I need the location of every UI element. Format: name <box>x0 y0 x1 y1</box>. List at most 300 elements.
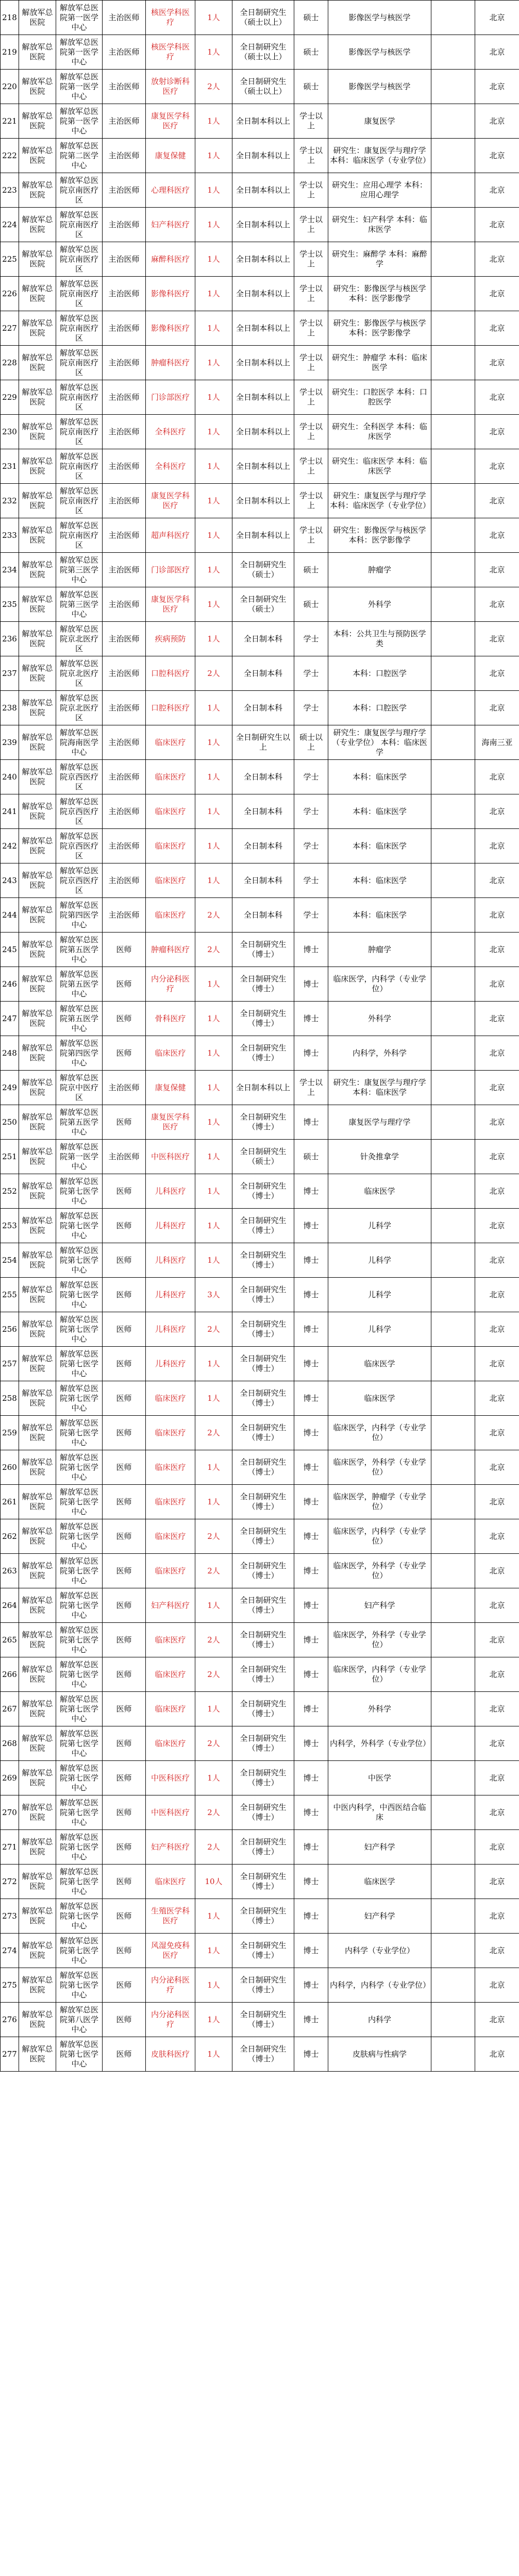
degree-requirement-cell: 学士 <box>294 863 328 898</box>
education-requirement-cell: 全日制研究生（博士） <box>232 2037 294 2072</box>
row-number-cell: 266 <box>1 1657 19 1692</box>
job-title-cell: 医师 <box>103 1519 146 1554</box>
headcount-cell: 3人 <box>195 1278 232 1312</box>
headcount-cell: 1人 <box>195 1140 232 1174</box>
education-requirement-cell: 全日制本科 <box>232 760 294 794</box>
row-number-cell: 242 <box>1 829 19 863</box>
other-requirement-cell <box>431 1588 475 1623</box>
job-title-cell: 主治医师 <box>103 35 146 70</box>
row-number-cell: 256 <box>1 1312 19 1347</box>
headcount-cell: 1人 <box>195 1002 232 1036</box>
major-requirement-cell: 研究生：全科医学 本科：临床医学 <box>328 415 431 449</box>
position-specialty-cell: 影像科医疗 <box>146 277 195 311</box>
department-cell: 解放军总医院第七医学中心 <box>56 1381 103 1416</box>
position-specialty-cell: 康复医学科医疗 <box>146 1105 195 1140</box>
position-specialty-cell: 临床医疗 <box>146 1865 195 1899</box>
degree-requirement-cell: 学士以上 <box>294 104 328 139</box>
degree-requirement-cell: 博士 <box>294 1519 328 1554</box>
major-requirement-cell: 妇产科学 <box>328 1588 431 1623</box>
work-location-cell: 北京 <box>475 553 519 587</box>
other-requirement-cell <box>431 1761 475 1795</box>
degree-requirement-cell: 博士 <box>294 1692 328 1726</box>
position-specialty-cell: 临床医疗 <box>146 829 195 863</box>
table-row <box>1 277 519 311</box>
headcount-cell: 1人 <box>195 967 232 1002</box>
hiring-organization-cell: 解放军总医院 <box>19 518 56 553</box>
department-cell: 解放军总医院第七医学中心 <box>56 1174 103 1209</box>
hiring-organization-cell: 解放军总医院 <box>19 1761 56 1795</box>
other-requirement-cell <box>431 1140 475 1174</box>
hiring-organization-cell: 解放军总医院 <box>19 1623 56 1657</box>
position-specialty-cell: 临床医疗 <box>146 1416 195 1450</box>
headcount-cell: 1人 <box>195 346 232 380</box>
work-location-cell: 北京 <box>475 1 519 35</box>
work-location-cell: 北京 <box>475 311 519 346</box>
degree-requirement-cell: 学士以上 <box>294 139 328 173</box>
row-number-cell: 252 <box>1 1174 19 1209</box>
degree-requirement-cell: 学士以上 <box>294 346 328 380</box>
headcount-cell: 1人 <box>195 725 232 760</box>
other-requirement-cell <box>431 794 475 829</box>
position-specialty-cell: 超声科医疗 <box>146 518 195 553</box>
table-row <box>1 173 519 208</box>
major-requirement-cell: 肿瘤学 <box>328 933 431 967</box>
education-requirement-cell: 全日制研究生（硕士以上） <box>232 70 294 104</box>
degree-requirement-cell: 博士 <box>294 1968 328 2003</box>
position-specialty-cell: 影像科医疗 <box>146 311 195 346</box>
position-specialty-cell: 门诊部医疗 <box>146 553 195 587</box>
major-requirement-cell: 中医学 <box>328 1761 431 1795</box>
work-location-cell: 北京 <box>475 1071 519 1105</box>
degree-requirement-cell: 硕士 <box>294 553 328 587</box>
position-specialty-cell: 内分泌科医疗 <box>146 1968 195 2003</box>
job-title-cell: 主治医师 <box>103 208 146 242</box>
degree-requirement-cell: 学士以上 <box>294 449 328 484</box>
hiring-organization-cell: 解放军总医院 <box>19 1588 56 1623</box>
row-number-cell: 241 <box>1 794 19 829</box>
work-location-cell: 北京 <box>475 1657 519 1692</box>
job-title-cell: 医师 <box>103 1554 146 1588</box>
job-title-cell: 医师 <box>103 1934 146 1968</box>
row-number-cell: 262 <box>1 1519 19 1554</box>
hiring-organization-cell: 解放军总医院 <box>19 829 56 863</box>
table-row <box>1 829 519 863</box>
job-title-cell: 主治医师 <box>103 1071 146 1105</box>
table-row <box>1 1726 519 1761</box>
major-requirement-cell: 本科：临床医学 <box>328 898 431 933</box>
position-specialty-cell: 生殖医学科医疗 <box>146 1899 195 1934</box>
department-cell: 解放军总医院第七医学中心 <box>56 1657 103 1692</box>
degree-requirement-cell: 学士以上 <box>294 208 328 242</box>
department-cell: 解放军总医院第七医学中心 <box>56 1830 103 1865</box>
other-requirement-cell <box>431 1002 475 1036</box>
position-specialty-cell: 临床医疗 <box>146 1554 195 1588</box>
headcount-cell: 1人 <box>195 415 232 449</box>
degree-requirement-cell: 博士 <box>294 2003 328 2037</box>
other-requirement-cell <box>431 1692 475 1726</box>
hiring-organization-cell: 解放军总医院 <box>19 967 56 1002</box>
department-cell: 解放军总医院第四医学中心 <box>56 898 103 933</box>
headcount-cell: 2人 <box>195 1623 232 1657</box>
department-cell: 解放军总医院第三医学中心 <box>56 553 103 587</box>
other-requirement-cell <box>431 1243 475 1278</box>
degree-requirement-cell: 博士 <box>294 1347 328 1381</box>
other-requirement-cell <box>431 518 475 553</box>
degree-requirement-cell: 硕士 <box>294 1140 328 1174</box>
job-title-cell: 主治医师 <box>103 415 146 449</box>
education-requirement-cell: 全日制研究生（硕士） <box>232 553 294 587</box>
table-row <box>1 1209 519 1243</box>
education-requirement-cell: 全日制本科 <box>232 898 294 933</box>
department-cell: 解放军总医院第七医学中心 <box>56 1312 103 1347</box>
major-requirement-cell: 研究生：康复医学与理疗学（专业学位） 本科：临床医学 <box>328 725 431 760</box>
position-specialty-cell: 临床医疗 <box>146 1381 195 1416</box>
job-title-cell: 医师 <box>103 967 146 1002</box>
job-title-cell: 主治医师 <box>103 449 146 484</box>
degree-requirement-cell: 博士 <box>294 2037 328 2072</box>
job-title-cell: 主治医师 <box>103 725 146 760</box>
department-cell: 解放军总医院第七医学中心 <box>56 1209 103 1243</box>
hiring-organization-cell: 解放军总医院 <box>19 1347 56 1381</box>
major-requirement-cell: 外科学 <box>328 587 431 622</box>
position-specialty-cell: 儿科医疗 <box>146 1312 195 1347</box>
other-requirement-cell <box>431 1899 475 1934</box>
other-requirement-cell <box>431 1071 475 1105</box>
job-title-cell: 医师 <box>103 1795 146 1830</box>
headcount-cell: 2人 <box>195 1519 232 1554</box>
education-requirement-cell: 全日制本科以上 <box>232 139 294 173</box>
work-location-cell: 北京 <box>475 1347 519 1381</box>
work-location-cell: 北京 <box>475 1865 519 1899</box>
table-row <box>1 1795 519 1830</box>
degree-requirement-cell: 博士 <box>294 1243 328 1278</box>
hiring-organization-cell: 解放军总医院 <box>19 933 56 967</box>
table-row <box>1 104 519 139</box>
other-requirement-cell <box>431 656 475 691</box>
position-specialty-cell: 康复医学科医疗 <box>146 104 195 139</box>
degree-requirement-cell: 学士 <box>294 622 328 656</box>
major-requirement-cell: 研究生：康复医学与理疗学 本科：临床医学 <box>328 1071 431 1105</box>
row-number-cell: 263 <box>1 1554 19 1588</box>
row-number-cell: 251 <box>1 1140 19 1174</box>
major-requirement-cell: 临床医学，内科学（专业学位） <box>328 1519 431 1554</box>
degree-requirement-cell: 博士 <box>294 1761 328 1795</box>
headcount-cell: 1人 <box>195 208 232 242</box>
table-row <box>1 1968 519 2003</box>
department-cell: 解放军总医院京南医疗区 <box>56 242 103 277</box>
row-number-cell: 230 <box>1 415 19 449</box>
row-number-cell: 273 <box>1 1899 19 1934</box>
degree-requirement-cell: 学士以上 <box>294 277 328 311</box>
major-requirement-cell: 研究生：影像医学与核医学 本科：医学影像学 <box>328 518 431 553</box>
row-number-cell: 239 <box>1 725 19 760</box>
education-requirement-cell: 全日制研究生（博士） <box>232 1554 294 1588</box>
work-location-cell: 北京 <box>475 277 519 311</box>
row-number-cell: 269 <box>1 1761 19 1795</box>
job-title-cell: 医师 <box>103 1485 146 1519</box>
hiring-organization-cell: 解放军总医院 <box>19 1692 56 1726</box>
job-title-cell: 医师 <box>103 1278 146 1312</box>
other-requirement-cell <box>431 691 475 725</box>
table-row <box>1 898 519 933</box>
department-cell: 解放军总医院第七医学中心 <box>56 1554 103 1588</box>
job-title-cell: 医师 <box>103 1450 146 1485</box>
degree-requirement-cell: 学士以上 <box>294 242 328 277</box>
department-cell: 解放军总医院京北医疗区 <box>56 622 103 656</box>
row-number-cell: 267 <box>1 1692 19 1726</box>
degree-requirement-cell: 学士以上 <box>294 380 328 415</box>
position-specialty-cell: 儿科医疗 <box>146 1174 195 1209</box>
major-requirement-cell: 研究生：肿瘤学 本科：临床医学 <box>328 346 431 380</box>
row-number-cell: 243 <box>1 863 19 898</box>
department-cell: 解放军总医院第二医学中心 <box>56 139 103 173</box>
education-requirement-cell: 全日制研究生（博士） <box>232 1830 294 1865</box>
education-requirement-cell: 全日制研究生（博士） <box>232 1865 294 1899</box>
major-requirement-cell: 影像医学与核医学 <box>328 1 431 35</box>
other-requirement-cell <box>431 1278 475 1312</box>
department-cell: 解放军总医院京南医疗区 <box>56 518 103 553</box>
department-cell: 解放军总医院京南医疗区 <box>56 380 103 415</box>
job-title-cell: 主治医师 <box>103 484 146 518</box>
row-number-cell: 248 <box>1 1036 19 1071</box>
degree-requirement-cell: 学士以上 <box>294 173 328 208</box>
degree-requirement-cell: 学士以上 <box>294 518 328 553</box>
table-row <box>1 587 519 622</box>
job-title-cell: 主治医师 <box>103 1140 146 1174</box>
headcount-cell: 1人 <box>195 518 232 553</box>
position-specialty-cell: 内分泌科医疗 <box>146 967 195 1002</box>
department-cell: 解放军总医院京南医疗区 <box>56 277 103 311</box>
other-requirement-cell <box>431 967 475 1002</box>
other-requirement-cell <box>431 2037 475 2072</box>
major-requirement-cell: 临床医学 <box>328 1174 431 1209</box>
degree-requirement-cell: 博士 <box>294 1381 328 1416</box>
position-specialty-cell: 妇产科医疗 <box>146 1830 195 1865</box>
job-title-cell: 医师 <box>103 1899 146 1934</box>
job-title-cell: 医师 <box>103 1347 146 1381</box>
major-requirement-cell: 本科：临床医学 <box>328 863 431 898</box>
education-requirement-cell: 全日制研究生（博士） <box>232 2003 294 2037</box>
education-requirement-cell: 全日制研究生（博士） <box>232 1588 294 1623</box>
row-number-cell: 274 <box>1 1934 19 1968</box>
department-cell: 解放军总医院第五医学中心 <box>56 1002 103 1036</box>
table-row <box>1 1865 519 1899</box>
position-specialty-cell: 核医学科医疗 <box>146 35 195 70</box>
department-cell: 解放军总医院第七医学中心 <box>56 1519 103 1554</box>
headcount-cell: 1人 <box>195 1485 232 1519</box>
education-requirement-cell: 全日制研究生（博士） <box>232 1968 294 2003</box>
major-requirement-cell: 临床医学，外科学（专业学位） <box>328 1623 431 1657</box>
hiring-organization-cell: 解放军总医院 <box>19 1416 56 1450</box>
position-specialty-cell: 儿科医疗 <box>146 1243 195 1278</box>
table-row <box>1 35 519 70</box>
work-location-cell: 北京 <box>475 1002 519 1036</box>
major-requirement-cell: 妇产科学 <box>328 1899 431 1934</box>
row-number-cell: 238 <box>1 691 19 725</box>
major-requirement-cell: 外科学 <box>328 1692 431 1726</box>
degree-requirement-cell: 博士 <box>294 1588 328 1623</box>
other-requirement-cell <box>431 1934 475 1968</box>
degree-requirement-cell: 硕士以上 <box>294 725 328 760</box>
department-cell: 解放军总医院京南医疗区 <box>56 415 103 449</box>
table-row <box>1 208 519 242</box>
work-location-cell: 北京 <box>475 1450 519 1485</box>
position-specialty-cell: 临床医疗 <box>146 1726 195 1761</box>
major-requirement-cell: 康复医学与理疗学 <box>328 1105 431 1140</box>
major-requirement-cell: 内科学，内科学（专业学位） <box>328 1968 431 2003</box>
row-number-cell: 246 <box>1 967 19 1002</box>
degree-requirement-cell: 博士 <box>294 1554 328 1588</box>
major-requirement-cell: 研究生：康复医学与理疗学 本科：临床医学（专业学位） <box>328 139 431 173</box>
table-row <box>1 656 519 691</box>
hiring-organization-cell: 解放军总医院 <box>19 2037 56 2072</box>
hiring-organization-cell: 解放军总医院 <box>19 380 56 415</box>
job-title-cell: 主治医师 <box>103 104 146 139</box>
position-specialty-cell: 妇产科医疗 <box>146 208 195 242</box>
job-title-cell: 主治医师 <box>103 829 146 863</box>
work-location-cell: 北京 <box>475 35 519 70</box>
headcount-cell: 1人 <box>195 484 232 518</box>
education-requirement-cell: 全日制本科以上 <box>232 346 294 380</box>
job-title-cell: 医师 <box>103 1865 146 1899</box>
department-cell: 解放军总医院第七医学中心 <box>56 1623 103 1657</box>
other-requirement-cell <box>431 1623 475 1657</box>
degree-requirement-cell: 博士 <box>294 1485 328 1519</box>
hiring-organization-cell: 解放军总医院 <box>19 1519 56 1554</box>
table-row <box>1 1347 519 1381</box>
degree-requirement-cell: 学士以上 <box>294 1071 328 1105</box>
hiring-organization-cell: 解放军总医院 <box>19 139 56 173</box>
major-requirement-cell: 研究生：影像医学与核医学 本科：医学影像学 <box>328 311 431 346</box>
degree-requirement-cell: 博士 <box>294 1623 328 1657</box>
department-cell: 解放军总医院第七医学中心 <box>56 1450 103 1485</box>
headcount-cell: 1人 <box>195 829 232 863</box>
table-row <box>1 863 519 898</box>
degree-requirement-cell: 博士 <box>294 1726 328 1761</box>
major-requirement-cell: 临床医学 <box>328 1381 431 1416</box>
education-requirement-cell: 全日制研究生（博士） <box>232 1002 294 1036</box>
row-number-cell: 223 <box>1 173 19 208</box>
work-location-cell: 北京 <box>475 1416 519 1450</box>
job-title-cell: 医师 <box>103 1002 146 1036</box>
department-cell: 解放军总医院第七医学中心 <box>56 1968 103 2003</box>
department-cell: 解放军总医院第七医学中心 <box>56 1795 103 1830</box>
major-requirement-cell: 康复医学 <box>328 104 431 139</box>
major-requirement-cell: 儿科学 <box>328 1278 431 1312</box>
work-location-cell: 北京 <box>475 1692 519 1726</box>
table-row <box>1 346 519 380</box>
other-requirement-cell <box>431 208 475 242</box>
major-requirement-cell: 临床医学 <box>328 1347 431 1381</box>
major-requirement-cell: 研究生：应用心理学 本科：应用心理学 <box>328 173 431 208</box>
headcount-cell: 1人 <box>195 380 232 415</box>
position-specialty-cell: 中医科医疗 <box>146 1140 195 1174</box>
work-location-cell: 北京 <box>475 1554 519 1588</box>
hiring-organization-cell: 解放军总医院 <box>19 449 56 484</box>
headcount-cell: 1人 <box>195 1347 232 1381</box>
education-requirement-cell: 全日制本科以上 <box>232 242 294 277</box>
work-location-cell: 北京 <box>475 1623 519 1657</box>
row-number-cell: 229 <box>1 380 19 415</box>
headcount-cell: 1人 <box>195 277 232 311</box>
table-row <box>1 1174 519 1209</box>
job-title-cell: 医师 <box>103 1036 146 1071</box>
hiring-organization-cell: 解放军总医院 <box>19 1105 56 1140</box>
position-specialty-cell: 骨科医疗 <box>146 1002 195 1036</box>
table-body <box>1 1 519 2072</box>
position-specialty-cell: 全科医疗 <box>146 449 195 484</box>
job-title-cell: 主治医师 <box>103 794 146 829</box>
education-requirement-cell: 全日制研究生（博士） <box>232 1347 294 1381</box>
other-requirement-cell <box>431 35 475 70</box>
table-row <box>1 1588 519 1623</box>
position-specialty-cell: 临床医疗 <box>146 1657 195 1692</box>
headcount-cell: 2人 <box>195 70 232 104</box>
department-cell: 解放军总医院京南医疗区 <box>56 449 103 484</box>
headcount-cell: 2人 <box>195 1657 232 1692</box>
other-requirement-cell <box>431 1485 475 1519</box>
headcount-cell: 1人 <box>195 1692 232 1726</box>
major-requirement-cell: 本科：临床医学 <box>328 829 431 863</box>
job-title-cell: 医师 <box>103 1623 146 1657</box>
table-row <box>1 1381 519 1416</box>
hiring-organization-cell: 解放军总医院 <box>19 691 56 725</box>
hiring-organization-cell: 解放军总医院 <box>19 311 56 346</box>
other-requirement-cell <box>431 1209 475 1243</box>
headcount-cell: 1人 <box>195 1174 232 1209</box>
education-requirement-cell: 全日制本科以上 <box>232 415 294 449</box>
major-requirement-cell: 临床医学，内科学（专业学位） <box>328 1416 431 1450</box>
education-requirement-cell: 全日制研究生（硕士） <box>232 587 294 622</box>
degree-requirement-cell: 硕士 <box>294 1 328 35</box>
row-number-cell: 221 <box>1 104 19 139</box>
table-row <box>1 760 519 794</box>
work-location-cell: 北京 <box>475 1278 519 1312</box>
table-row <box>1 1036 519 1071</box>
headcount-cell: 1人 <box>195 1209 232 1243</box>
hiring-organization-cell: 解放军总医院 <box>19 1485 56 1519</box>
department-cell: 解放军总医院京南医疗区 <box>56 311 103 346</box>
position-specialty-cell: 中医科医疗 <box>146 1795 195 1830</box>
row-number-cell: 245 <box>1 933 19 967</box>
job-title-cell: 医师 <box>103 2037 146 2072</box>
headcount-cell: 2人 <box>195 1416 232 1450</box>
education-requirement-cell: 全日制研究生（硕士） <box>232 1140 294 1174</box>
position-specialty-cell: 儿科医疗 <box>146 1347 195 1381</box>
degree-requirement-cell: 博士 <box>294 1416 328 1450</box>
position-specialty-cell: 全科医疗 <box>146 415 195 449</box>
position-specialty-cell: 中医科医疗 <box>146 1761 195 1795</box>
major-requirement-cell: 皮肤病与性病学 <box>328 2037 431 2072</box>
hiring-organization-cell: 解放军总医院 <box>19 346 56 380</box>
table-row <box>1 1278 519 1312</box>
hiring-organization-cell: 解放军总医院 <box>19 1381 56 1416</box>
table-row <box>1 518 519 553</box>
headcount-cell: 1人 <box>195 1105 232 1140</box>
education-requirement-cell: 全日制研究生（博士） <box>232 1726 294 1761</box>
other-requirement-cell <box>431 1554 475 1588</box>
position-specialty-cell: 放射诊断科医疗 <box>146 70 195 104</box>
work-location-cell: 北京 <box>475 346 519 380</box>
position-specialty-cell: 门诊部医疗 <box>146 380 195 415</box>
major-requirement-cell: 临床医学，内科学（专业学位） <box>328 967 431 1002</box>
department-cell: 解放军总医院第五医学中心 <box>56 967 103 1002</box>
major-requirement-cell: 研究生：妇产科学 本科：临床医学 <box>328 208 431 242</box>
hiring-organization-cell: 解放军总医院 <box>19 173 56 208</box>
department-cell: 解放军总医院京西医疗区 <box>56 794 103 829</box>
other-requirement-cell <box>431 1381 475 1416</box>
position-specialty-cell: 临床医疗 <box>146 1450 195 1485</box>
